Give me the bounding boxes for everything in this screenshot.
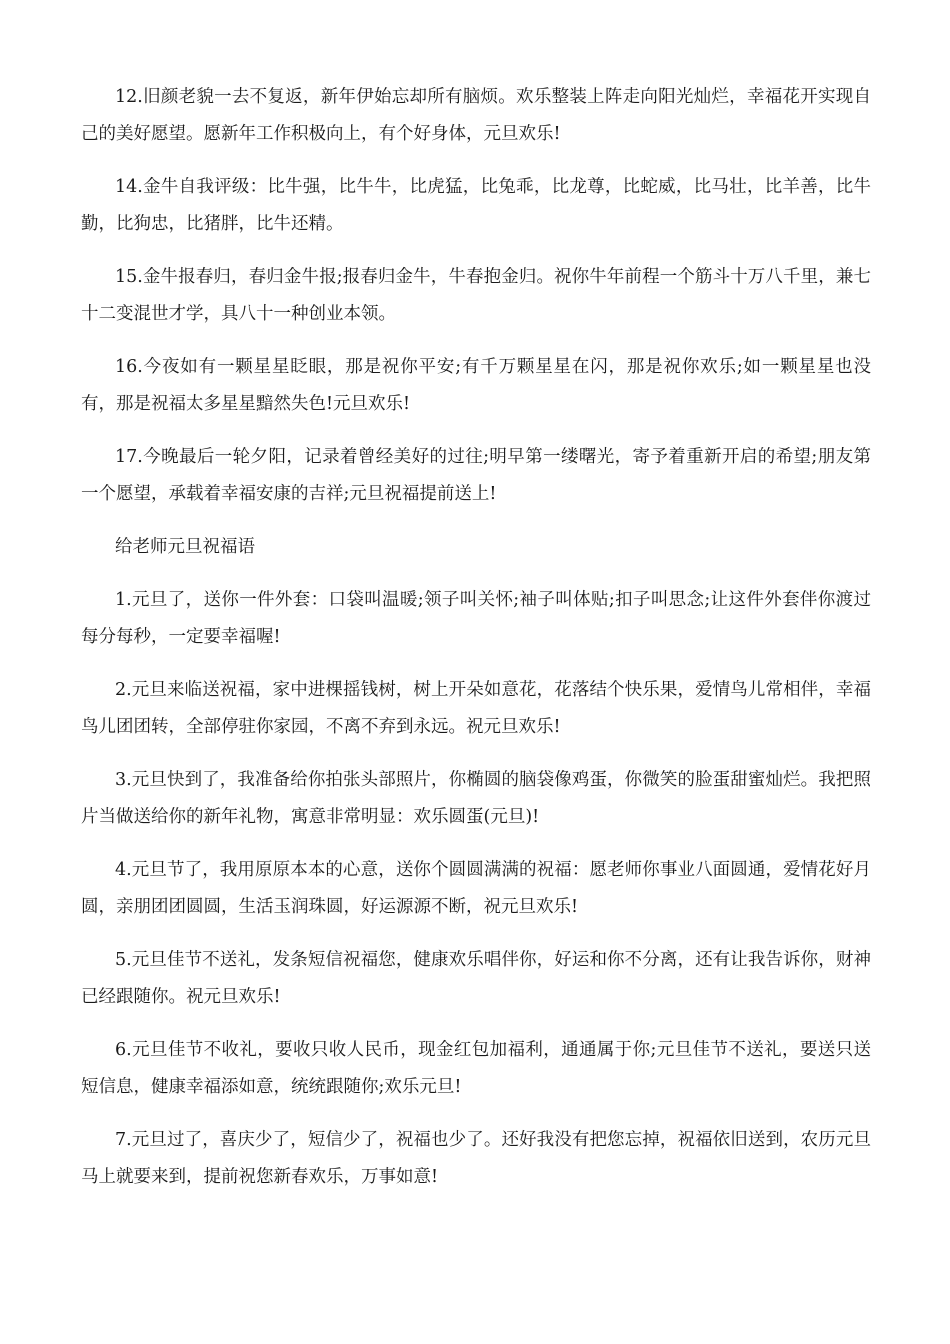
paragraph-15: 15.金牛报春归，春归金牛报;报春归金牛，牛春抱金归。祝你牛年前程一个筋斗十万八千里，兼七十二变混世才学，具八十一种创业本领。 [81, 267, 871, 324]
paragraph-14: 14.金牛自我评级：比牛强，比牛牛，比虎猛，比兔乖，比龙尊，比蛇威，比马壮，比羊善，比牛勤，比狗忠，比猪胖，比牛还精。 [81, 177, 871, 234]
paragraph-teacher-7: 7.元旦过了，喜庆少了，短信少了，祝福也少了。还好我没有把您忘掉，祝福依旧送到，农历元旦马上就要来到，提前祝您新春欢乐，万事如意! [81, 1130, 871, 1187]
paragraph-teacher-1: 1.元旦了，送你一件外套：口袋叫温暖;领子叫关怀;袖子叫体贴;扣子叫思念;让这件外套伴你渡过每分每秒，一定要幸福喔! [81, 590, 871, 647]
paragraph-teacher-5: 5.元旦佳节不送礼，发条短信祝福您，健康欢乐唱伴你，好运和你不分离，还有让我告诉你，财神已经跟随你。祝元旦欢乐! [81, 950, 871, 1007]
paragraph-17: 17.今晚最后一轮夕阳，记录着曾经美好的过往;明早第一缕曙光，寄予着重新开启的希望;朋友第一个愿望，承载着幸福安康的吉祥;元旦祝福提前送上! [81, 447, 871, 504]
section-heading: 给老师元旦祝福语 [115, 537, 255, 557]
paragraph-teacher-4: 4.元旦节了，我用原原本本的心意，送你个圆圆满满的祝福：愿老师你事业八面圆通，爱情花好月圆，亲朋团团圆圆，生活玉润珠圆，好运源源不断，祝元旦欢乐! [81, 860, 871, 917]
document-body [81, 79, 871, 1212]
paragraph-teacher-6: 6.元旦佳节不收礼，要收只收人民币，现金红包加福利，通通属于你;元旦佳节不送礼，要送只送短信息，健康幸福添如意，统统跟随你;欢乐元旦! [81, 1040, 871, 1097]
paragraph-teacher-2: 2.元旦来临送祝福，家中进棵摇钱树，树上开朵如意花，花落结个快乐果，爱情鸟儿常相伴，幸福鸟儿团团转，全部停驻你家园，不离不弃到永远。祝元旦欢乐! [81, 680, 871, 737]
paragraph-16: 16.今夜如有一颗星星眨眼，那是祝你平安;有千万颗星星在闪，那是祝你欢乐;如一颗星星也没有，那是祝福太多星星黯然失色!元旦欢乐! [81, 357, 871, 414]
paragraph-teacher-3: 3.元旦快到了，我准备给你拍张头部照片，你椭圆的脑袋像鸡蛋，你微笑的脸蛋甜蜜灿烂。我把照片当做送给你的新年礼物，寓意非常明显：欢乐圆蛋(元旦)! [81, 770, 871, 827]
paragraph-12: 12.旧颜老貌一去不复返，新年伊始忘却所有脑烦。欢乐整装上阵走向阳光灿烂，幸福花开实现自己的美好愿望。愿新年工作积极向上，有个好身体，元旦欢乐! [81, 87, 871, 144]
